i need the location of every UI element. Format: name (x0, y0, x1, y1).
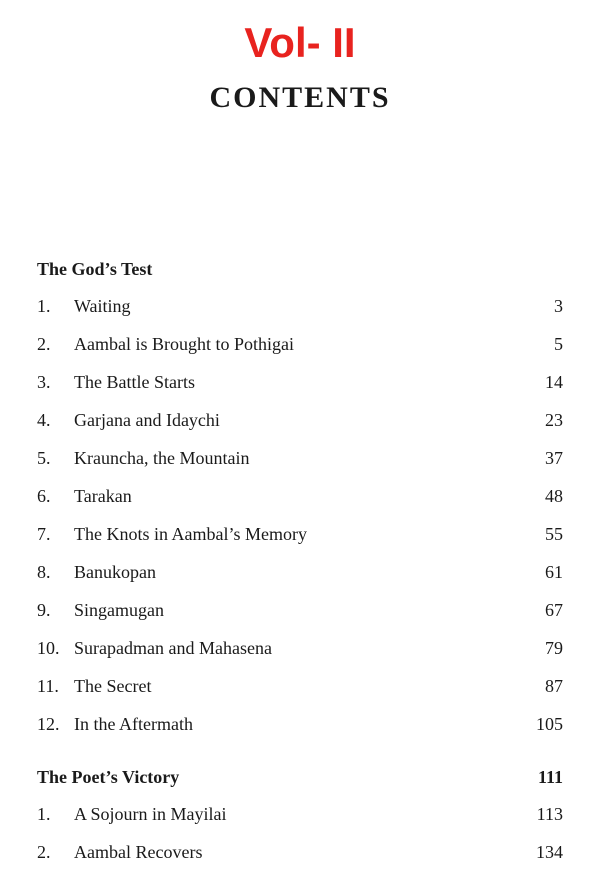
entry-page-number: 134 (536, 842, 563, 862)
entry-page-number: 61 (545, 562, 563, 582)
entry-page-number: 5 (554, 334, 563, 354)
entry-title: Garjana and Idaychi (74, 410, 220, 430)
entry-number: 5. (37, 448, 51, 468)
entry-number: 10. (37, 638, 60, 658)
entry-page-number: 37 (545, 448, 563, 468)
entry-page-number: 87 (545, 676, 563, 696)
entry-title: A Sojourn in Mayilai (74, 804, 227, 824)
entry-title: Aambal is Brought to Pothigai (74, 334, 294, 354)
entry-number: 1. (37, 296, 51, 316)
entry-title: Singamugan (74, 600, 164, 620)
entry-number: 3. (37, 372, 51, 392)
entry-title: Aambal Recovers (74, 842, 203, 862)
entry-title: The Battle Starts (74, 372, 195, 392)
entry-title: Waiting (74, 296, 131, 316)
entry-number: 4. (37, 410, 51, 430)
entry-page-number: 55 (545, 524, 563, 544)
entry-page-number: 3 (554, 296, 563, 316)
entry-number: 8. (37, 562, 51, 582)
entry-page-number: 48 (545, 486, 563, 506)
entry-title: Surapadman and Mahasena (74, 638, 272, 658)
section-page-number: 111 (537, 767, 563, 787)
entry-page-number: 23 (545, 410, 563, 430)
entry-number: 1. (37, 804, 51, 824)
entry-title: Krauncha, the Mountain (74, 448, 250, 468)
entry-number: 7. (37, 524, 51, 544)
entry-page-number: 105 (536, 714, 563, 734)
entry-number: 2. (37, 842, 51, 862)
section-heading (37, 765, 563, 789)
section-title: The Poet’s Victory (37, 767, 180, 787)
section-title: The God’s Test (37, 259, 153, 279)
entry-title: In the Aftermath (74, 714, 193, 734)
entry-page-number: 14 (545, 372, 563, 392)
volume-label: Vol- II (244, 19, 356, 66)
entry-title: The Knots in Aambal’s Memory (74, 524, 307, 544)
entry-page-number: 67 (545, 600, 563, 620)
section-heading (37, 257, 563, 281)
entry-number: 9. (37, 600, 51, 620)
entry-number: 2. (37, 334, 51, 354)
entry-title: Banukopan (74, 562, 156, 582)
entry-page-number: 113 (536, 804, 563, 824)
entry-page-number: 79 (545, 638, 563, 658)
entry-title: The Secret (74, 676, 152, 696)
page-title: CONTENTS (209, 81, 391, 114)
entry-number: 11. (37, 676, 59, 696)
entry-number: 12. (37, 714, 60, 734)
entry-title: Tarakan (74, 486, 132, 506)
entry-number: 6. (37, 486, 51, 506)
